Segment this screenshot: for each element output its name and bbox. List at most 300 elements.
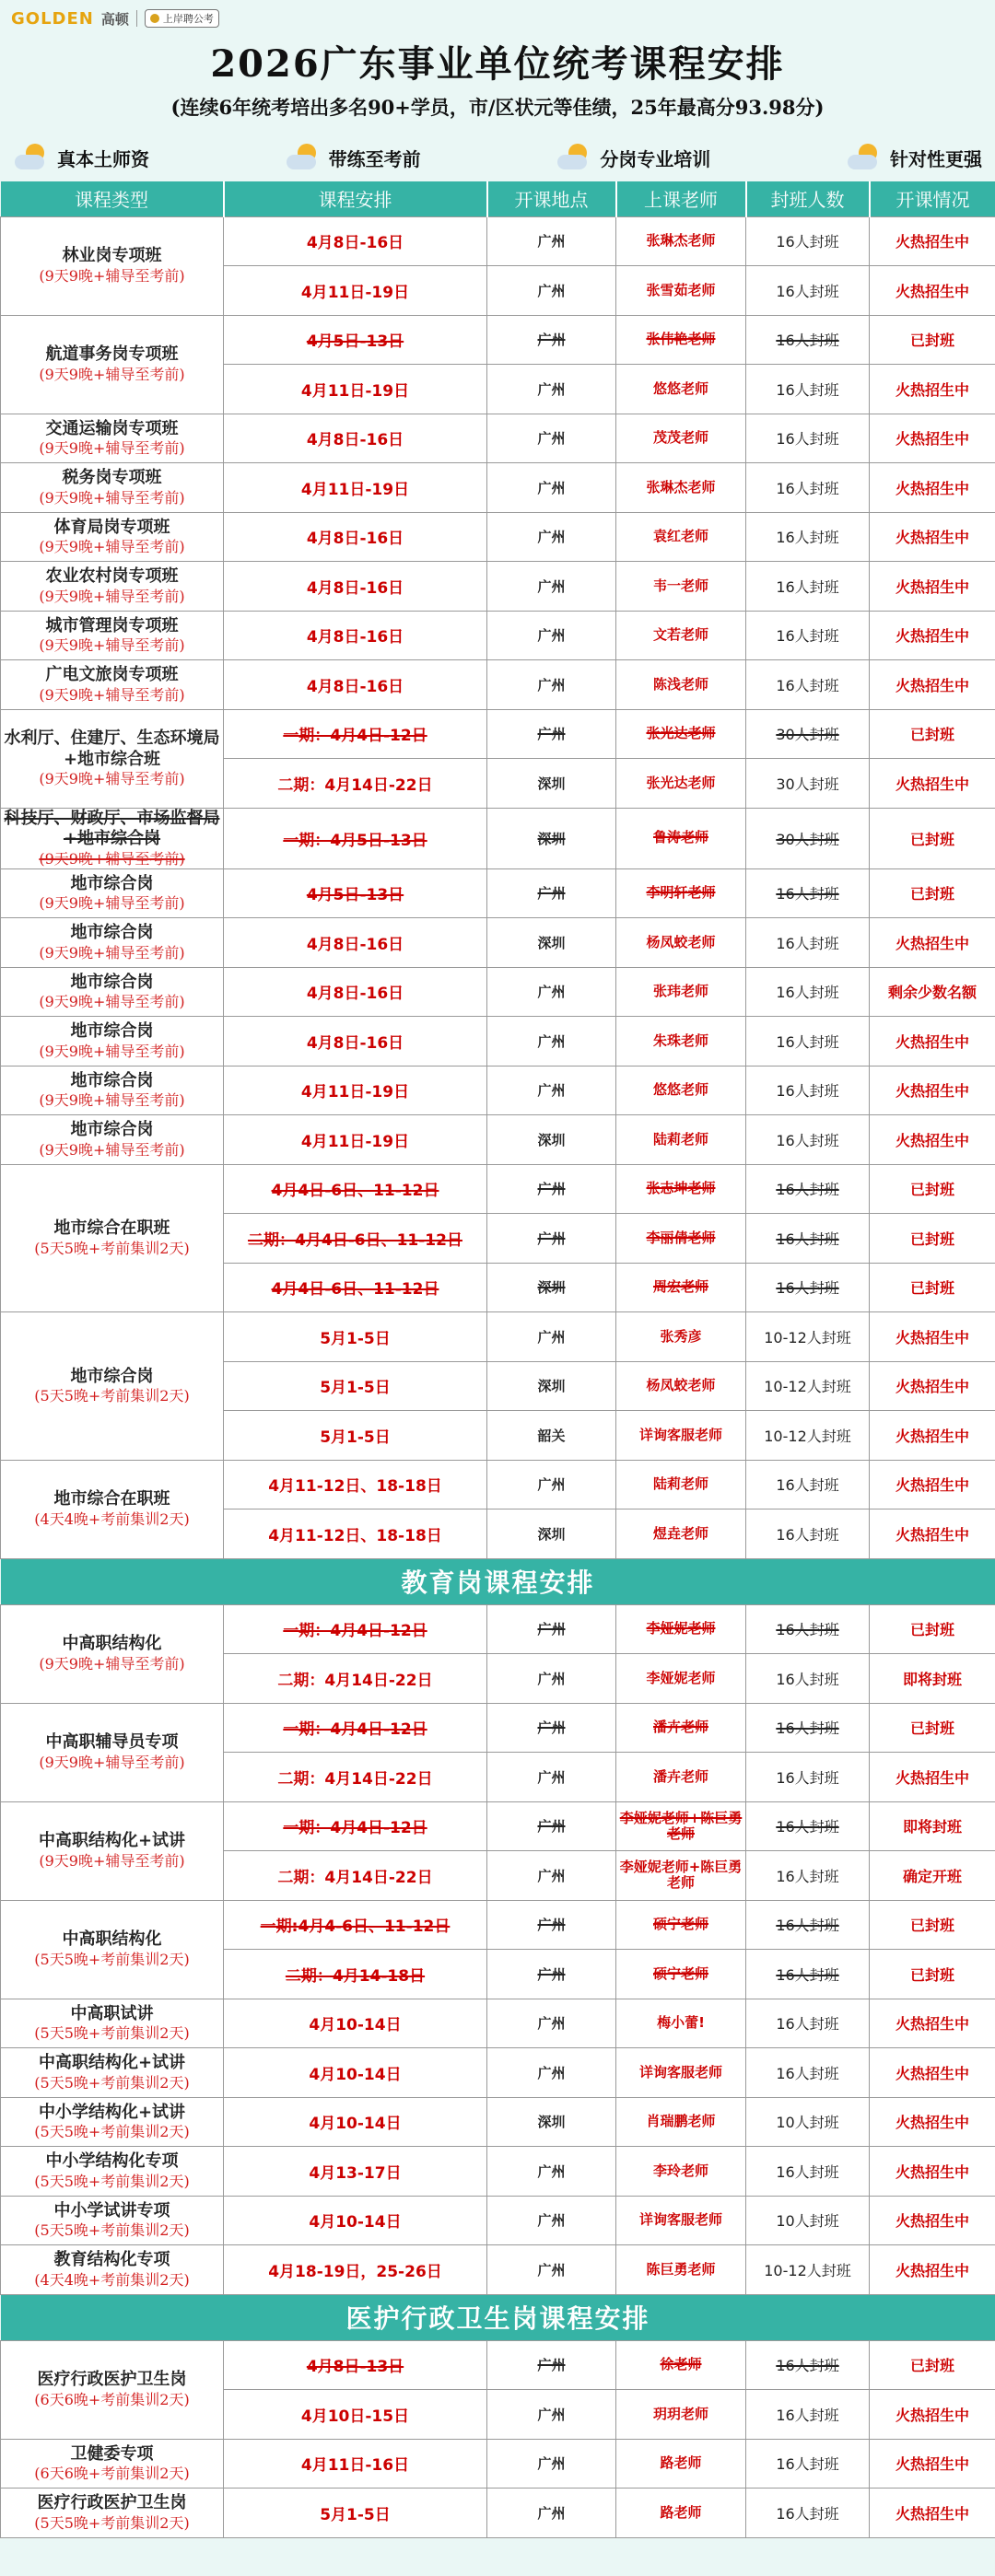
schedule-cell: 4月8日-16日 xyxy=(224,611,487,660)
location-cell: 广州 xyxy=(487,315,616,365)
schedule-cell: 4月10-14日 xyxy=(224,2097,487,2147)
teacher-cell: 李玲老师 xyxy=(616,2147,746,2197)
teacher-cell: 周宏老师 xyxy=(616,1263,746,1312)
table-row xyxy=(1,918,995,968)
feature-item xyxy=(556,144,710,171)
status-cell: 火热招生中 xyxy=(870,1999,995,2048)
table-row xyxy=(1,1703,995,1753)
course-name: 林业岗专项班 xyxy=(62,246,162,266)
course-type-cell xyxy=(1,1801,224,1900)
table-row xyxy=(1,463,995,513)
schedule-cell: 二期：4月14日-22日 xyxy=(224,1753,487,1802)
schedule-cell: 4月4日-6日、11-12日 xyxy=(224,1164,487,1214)
status-cell: 火热招生中 xyxy=(870,1411,995,1461)
teacher-cell: 潘卉老师 xyxy=(616,1753,746,1802)
location-cell: 广州 xyxy=(487,1312,616,1362)
class-size-cell: 16人封班 xyxy=(746,463,870,513)
location-cell: 广州 xyxy=(487,2489,616,2538)
teacher-cell: 李娅妮老师+陈巨勇老师 xyxy=(616,1851,746,1901)
feature-strip xyxy=(0,139,995,176)
class-size-cell: 16人封班 xyxy=(746,611,870,660)
course-name: 中高职辅导员专项 xyxy=(45,1732,179,1753)
course-name: 中高职试讲 xyxy=(70,2003,154,2023)
course-name: 地市综合岗 xyxy=(70,1120,154,1139)
teacher-cell: 徐老师 xyxy=(616,2340,746,2390)
table-row xyxy=(1,1164,995,1214)
course-type-cell xyxy=(1,2097,224,2147)
teacher-cell: 张光达老师 xyxy=(616,709,746,759)
schedule-cell: 4月8日-16日 xyxy=(224,562,487,612)
class-size-cell: 30人封班 xyxy=(746,709,870,759)
teacher-cell: 袁红老师 xyxy=(616,512,746,562)
teacher-cell: 详询客服老师 xyxy=(616,2196,746,2245)
course-type-cell xyxy=(1,1604,224,1703)
status-cell: 已封班 xyxy=(870,1164,995,1214)
course-name: 交通运输岗专项班 xyxy=(45,418,179,438)
teacher-cell: 张琳杰老师 xyxy=(616,216,746,266)
location-cell: 深圳 xyxy=(487,808,616,868)
status-cell: 火热招生中 xyxy=(870,611,995,660)
status-cell: 已封班 xyxy=(870,1214,995,1264)
teacher-cell: 文若老师 xyxy=(616,611,746,660)
status-cell: 确定开班 xyxy=(870,1851,995,1901)
schedule-cell: 4月8日-16日 xyxy=(224,512,487,562)
table-row xyxy=(1,611,995,660)
table-row xyxy=(1,2147,995,2197)
teacher-cell: 张玮老师 xyxy=(616,967,746,1017)
schedule-cell: 4月11日-19日 xyxy=(224,266,487,316)
class-size-cell: 16人封班 xyxy=(746,365,870,414)
location-cell: 广州 xyxy=(487,967,616,1017)
schedule-cell: 4月10-14日 xyxy=(224,2196,487,2245)
course-type-cell xyxy=(1,1460,224,1558)
location-cell: 深圳 xyxy=(487,759,616,809)
course-name: 医疗行政医护卫生岗 xyxy=(37,2493,187,2512)
schedule-cell: 4月11-12日、18-18日 xyxy=(224,1509,487,1559)
location-cell: 广州 xyxy=(487,216,616,266)
location-cell: 广州 xyxy=(487,463,616,513)
teacher-cell: 硕宁老师 xyxy=(616,1950,746,1999)
status-cell: 火热招生中 xyxy=(870,759,995,809)
course-format: (5天5晚+考前集训2天) xyxy=(34,2172,190,2190)
golden-logo-cn: 高顿 xyxy=(100,10,129,28)
schedule-cell: 4月11日-16日 xyxy=(224,2439,487,2489)
table-body xyxy=(1,216,995,2537)
course-format: (4天4晚+考前集训2天) xyxy=(34,2270,190,2289)
course-type-cell xyxy=(1,2439,224,2489)
location-cell: 广州 xyxy=(487,512,616,562)
class-size-cell: 30人封班 xyxy=(746,759,870,809)
location-cell: 广州 xyxy=(487,1950,616,1999)
location-cell: 广州 xyxy=(487,2245,616,2295)
location-cell: 广州 xyxy=(487,1066,616,1115)
course-name: 农业农村岗专项班 xyxy=(45,566,179,586)
class-size-cell: 16人封班 xyxy=(746,1801,870,1851)
schedule-cell: 4月10日-15日 xyxy=(224,2390,487,2440)
course-format: (9天9晚+辅导至考前) xyxy=(39,365,185,383)
course-format: (9天9晚+辅导至考前) xyxy=(39,943,185,962)
class-size-cell: 16人封班 xyxy=(746,1753,870,1802)
course-name: 中高职结构化+试讲 xyxy=(38,2053,186,2072)
course-type-cell xyxy=(1,1703,224,1801)
location-cell: 广州 xyxy=(487,1604,616,1654)
class-size-cell: 16人封班 xyxy=(746,1509,870,1559)
schedule-cell: 一期：4月4日-12日 xyxy=(224,1604,487,1654)
status-cell: 火热招生中 xyxy=(870,1017,995,1067)
course-name: 地市综合岗 xyxy=(70,923,154,942)
schedule-cell: 4月4日-6日、11-12日 xyxy=(224,1263,487,1312)
status-cell: 火热招生中 xyxy=(870,1753,995,1802)
class-size-cell: 30人封班 xyxy=(746,808,870,868)
course-format: (9天9晚+辅导至考前) xyxy=(39,770,185,787)
section-title: 医护行政卫生岗课程安排 xyxy=(1,2294,995,2340)
teacher-cell: 陆莉老师 xyxy=(616,1115,746,1165)
course-name: 地市综合岗 xyxy=(70,972,154,992)
course-format: (9天9晚+辅导至考前) xyxy=(39,1042,185,1060)
teacher-cell: 茂茂老师 xyxy=(616,414,746,463)
feature-item xyxy=(13,144,149,171)
schedule-cell: 二期：4月14日-22日 xyxy=(224,1851,487,1901)
class-size-cell: 16人封班 xyxy=(746,660,870,710)
course-name: 卫健委专项 xyxy=(70,2443,154,2464)
course-format: (5天5晚+考前集训2天) xyxy=(34,1387,190,1405)
status-cell: 即将封班 xyxy=(870,1801,995,1851)
header-class-size: 封班人数 xyxy=(746,181,870,216)
course-format: (9天9晚+辅导至考前) xyxy=(39,439,185,457)
feature-item xyxy=(285,144,421,171)
class-size-cell: 16人封班 xyxy=(746,2439,870,2489)
teacher-cell: 详询客服老师 xyxy=(616,2048,746,2098)
schedule-cell: 二期：4月14-18日 xyxy=(224,1950,487,1999)
class-size-cell: 16人封班 xyxy=(746,1950,870,1999)
teacher-cell: 详询客服老师 xyxy=(616,1411,746,1461)
feature-label: 带练至考前 xyxy=(328,147,421,170)
course-type-cell xyxy=(1,2489,224,2538)
class-size-cell: 10-12人封班 xyxy=(746,1361,870,1411)
course-type-cell xyxy=(1,660,224,710)
schedule-cell: 4月8日-16日 xyxy=(224,967,487,1017)
class-size-cell: 16人封班 xyxy=(746,266,870,316)
teacher-cell: 杨凤蛟老师 xyxy=(616,918,746,968)
course-name: 地市综合在职班 xyxy=(53,1489,170,1509)
course-name: 科技厅、财政厅、市场监督局+地市综合岗 xyxy=(4,808,220,848)
table-row xyxy=(1,868,995,918)
brand-bar xyxy=(0,0,995,37)
table-header-row xyxy=(1,181,995,216)
course-type-cell xyxy=(1,2048,224,2098)
logo-divider xyxy=(136,10,137,27)
section-title: 教育岗课程安排 xyxy=(1,1558,995,1604)
location-cell: 广州 xyxy=(487,1753,616,1802)
schedule-cell: 5月1-5日 xyxy=(224,1361,487,1411)
course-format: (5天5晚+考前集训2天) xyxy=(34,2024,190,2042)
class-size-cell: 16人封班 xyxy=(746,1460,870,1509)
header-schedule: 课程安排 xyxy=(224,181,487,216)
location-cell: 广州 xyxy=(487,1703,616,1753)
table-row xyxy=(1,1460,995,1509)
status-cell: 火热招生中 xyxy=(870,2097,995,2147)
schedule-cell: 4月8日-16日 xyxy=(224,216,487,266)
teacher-cell: 路老师 xyxy=(616,2489,746,2538)
class-size-cell: 16人封班 xyxy=(746,1115,870,1165)
class-size-cell: 16人封班 xyxy=(746,1999,870,2048)
location-cell: 深圳 xyxy=(487,1361,616,1411)
teacher-cell: 张雪茹老师 xyxy=(616,266,746,316)
location-cell: 广州 xyxy=(487,868,616,918)
teacher-cell: 李娅妮老师 xyxy=(616,1604,746,1654)
location-cell: 广州 xyxy=(487,365,616,414)
table-row xyxy=(1,1900,995,1950)
teacher-cell: 韦一老师 xyxy=(616,562,746,612)
status-cell: 火热招生中 xyxy=(870,2048,995,2098)
table-row xyxy=(1,1999,995,2048)
location-cell: 广州 xyxy=(487,414,616,463)
class-size-cell: 16人封班 xyxy=(746,1066,870,1115)
class-size-cell: 16人封班 xyxy=(746,2147,870,2197)
class-size-cell: 16人封班 xyxy=(746,216,870,266)
schedule-cell: 4月8日-16日 xyxy=(224,660,487,710)
status-cell: 火热招生中 xyxy=(870,2147,995,2197)
sun-cloud-icon xyxy=(846,144,883,171)
status-cell: 已封班 xyxy=(870,1900,995,1950)
status-cell: 已封班 xyxy=(870,1263,995,1312)
class-size-cell: 10人封班 xyxy=(746,2196,870,2245)
schedule-cell: 4月11日-19日 xyxy=(224,463,487,513)
table-row xyxy=(1,2245,995,2295)
status-cell: 已封班 xyxy=(870,1703,995,1753)
schedule-cell: 4月8日-16日 xyxy=(224,918,487,968)
class-size-cell: 10人封班 xyxy=(746,2097,870,2147)
teacher-cell: 硕宁老师 xyxy=(616,1900,746,1950)
course-format: (5天5晚+考前集训2天) xyxy=(34,2123,190,2140)
table-row xyxy=(1,1115,995,1165)
status-cell: 即将封班 xyxy=(870,1654,995,1704)
course-type-cell xyxy=(1,1164,224,1312)
table-row xyxy=(1,1066,995,1115)
location-cell: 广州 xyxy=(487,266,616,316)
class-size-cell: 16人封班 xyxy=(746,414,870,463)
course-type-cell xyxy=(1,414,224,463)
location-cell: 深圳 xyxy=(487,1263,616,1312)
status-cell: 火热招生中 xyxy=(870,1115,995,1165)
class-size-cell: 10-12人封班 xyxy=(746,1312,870,1362)
course-format: (9天9晚+辅导至考前) xyxy=(39,488,185,507)
table-row xyxy=(1,2048,995,2098)
class-size-cell: 16人封班 xyxy=(746,1164,870,1214)
course-type-cell xyxy=(1,1900,224,1999)
course-format: (9天9晚+辅导至考前) xyxy=(39,538,185,555)
class-size-cell: 16人封班 xyxy=(746,2390,870,2440)
schedule-cell: 4月13-17日 xyxy=(224,2147,487,2197)
class-size-cell: 16人封班 xyxy=(746,1263,870,1312)
status-cell: 已封班 xyxy=(870,315,995,365)
schedule-cell: 一期:4月4-6日、11-12日 xyxy=(224,1900,487,1950)
schedule-cell: 4月5日-13日 xyxy=(224,315,487,365)
course-format: (6天6晚+考前集训2天) xyxy=(34,2390,190,2408)
schedule-cell: 二期：4月4日-6日、11-12日 xyxy=(224,1214,487,1264)
teacher-cell: 李娅妮老师+陈巨勇老师 xyxy=(616,1801,746,1851)
table-row xyxy=(1,414,995,463)
feature-label: 分岗专业培训 xyxy=(600,147,711,170)
course-type-cell xyxy=(1,216,224,315)
class-size-cell: 16人封班 xyxy=(746,918,870,968)
status-cell: 已封班 xyxy=(870,868,995,918)
location-cell: 广州 xyxy=(487,2196,616,2245)
class-size-cell: 16人封班 xyxy=(746,967,870,1017)
status-cell: 已封班 xyxy=(870,1950,995,1999)
course-type-cell xyxy=(1,1999,224,2048)
schedule-cell: 4月18-19日，25-26日 xyxy=(224,2245,487,2295)
class-size-cell: 16人封班 xyxy=(746,562,870,612)
schedule-cell: 4月11日-19日 xyxy=(224,365,487,414)
location-cell: 广州 xyxy=(487,562,616,612)
location-cell: 广州 xyxy=(487,1214,616,1264)
course-name: 地市综合岗 xyxy=(70,1366,154,1386)
teacher-cell: 张秀彦 xyxy=(616,1312,746,1362)
table-row xyxy=(1,660,995,710)
teacher-cell: 梅小蕾! xyxy=(616,1999,746,2048)
feature-label: 针对性更强 xyxy=(889,147,982,170)
partner-logo-icon xyxy=(150,14,159,23)
class-size-cell: 16人封班 xyxy=(746,868,870,918)
course-format: (6天6晚+考前集训2天) xyxy=(34,2465,190,2482)
course-format: (4天4晚+考前集训2天) xyxy=(34,1509,190,1528)
location-cell: 深圳 xyxy=(487,1509,616,1559)
course-type-cell xyxy=(1,868,224,918)
location-cell: 广州 xyxy=(487,1017,616,1067)
schedule-table xyxy=(0,181,995,2538)
course-format: (9天9晚+辅导至考前) xyxy=(39,894,185,912)
course-name: 航道事务岗专项班 xyxy=(45,344,179,365)
location-cell: 深圳 xyxy=(487,918,616,968)
status-cell: 火热招生中 xyxy=(870,562,995,612)
status-cell: 已封班 xyxy=(870,1604,995,1654)
class-size-cell: 16人封班 xyxy=(746,315,870,365)
schedule-cell: 5月1-5日 xyxy=(224,1411,487,1461)
course-type-cell xyxy=(1,1066,224,1115)
status-cell: 已封班 xyxy=(870,2340,995,2390)
schedule-cell: 二期：4月14日-22日 xyxy=(224,1654,487,1704)
status-cell: 火热招生中 xyxy=(870,365,995,414)
table-row xyxy=(1,967,995,1017)
teacher-cell: 潘卉老师 xyxy=(616,1703,746,1753)
course-name: 中高职结构化 xyxy=(62,1929,162,1950)
status-cell: 火热招生中 xyxy=(870,2489,995,2538)
location-cell: 韶关 xyxy=(487,1411,616,1461)
course-type-cell xyxy=(1,709,224,808)
table-row xyxy=(1,315,995,365)
course-name: 地市综合岗 xyxy=(70,873,154,893)
course-format: (9天9晚+辅导至考前) xyxy=(39,1140,185,1159)
teacher-cell: 陈浅老师 xyxy=(616,660,746,710)
class-size-cell: 16人封班 xyxy=(746,1604,870,1654)
course-type-cell xyxy=(1,1115,224,1165)
feature-item xyxy=(846,144,982,171)
schedule-cell: 一期：4月4日-12日 xyxy=(224,709,487,759)
location-cell: 广州 xyxy=(487,2048,616,2098)
status-cell: 火热招生中 xyxy=(870,660,995,710)
status-cell: 火热招生中 xyxy=(870,1361,995,1411)
table-row xyxy=(1,216,995,266)
table-row xyxy=(1,512,995,562)
course-type-cell xyxy=(1,918,224,968)
course-type-cell xyxy=(1,512,224,562)
course-name: 中小学结构化专项 xyxy=(45,2151,179,2171)
course-format: (5天5晚+考前集训2天) xyxy=(34,2073,190,2092)
location-cell: 广州 xyxy=(487,1801,616,1851)
course-name: 中小学结构化+试讲 xyxy=(38,2102,186,2122)
status-cell: 已封班 xyxy=(870,808,995,868)
schedule-cell: 二期：4月14日-22日 xyxy=(224,759,487,809)
location-cell: 深圳 xyxy=(487,2097,616,2147)
teacher-cell: 路老师 xyxy=(616,2439,746,2489)
location-cell: 广州 xyxy=(487,611,616,660)
course-format: (9天9晚+辅导至考前) xyxy=(39,1091,185,1109)
location-cell: 广州 xyxy=(487,1851,616,1901)
table-row xyxy=(1,2439,995,2489)
teacher-cell: 张伟艳老师 xyxy=(616,315,746,365)
sun-cloud-icon xyxy=(13,144,50,171)
section-header-row xyxy=(1,1558,995,1604)
schedule-cell: 4月8日-13日 xyxy=(224,2340,487,2390)
course-name: 地市综合岗 xyxy=(70,1021,154,1041)
course-format: (5天5晚+考前集训2天) xyxy=(34,2513,190,2532)
location-cell: 广州 xyxy=(487,2390,616,2440)
course-name: 医疗行政医护卫生岗 xyxy=(37,2370,187,2390)
location-cell: 广州 xyxy=(487,1999,616,2048)
class-size-cell: 16人封班 xyxy=(746,2489,870,2538)
class-size-cell: 10-12人封班 xyxy=(746,1411,870,1461)
class-size-cell: 10-12人封班 xyxy=(746,2245,870,2295)
table-row xyxy=(1,2489,995,2538)
schedule-cell: 4月8日-16日 xyxy=(224,1017,487,1067)
course-name: 中高职结构化+试讲 xyxy=(38,1831,186,1851)
status-cell: 已封班 xyxy=(870,709,995,759)
schedule-cell: 一期：4月4日-12日 xyxy=(224,1703,487,1753)
status-cell: 火热招生中 xyxy=(870,2245,995,2295)
course-format: (9天9晚+辅导至考前) xyxy=(39,993,185,1010)
location-cell: 广州 xyxy=(487,1654,616,1704)
schedule-cell: 4月11日-19日 xyxy=(224,1066,487,1115)
course-type-cell xyxy=(1,2147,224,2197)
teacher-cell: 杨凤蛟老师 xyxy=(616,1361,746,1411)
partner-logo xyxy=(145,9,219,28)
course-type-cell xyxy=(1,1312,224,1461)
course-name: 教育结构化专项 xyxy=(53,2250,170,2269)
page-subtitle: (连续6年统考培出多名90+学员，市/区状元等佳绩，25年最高分93.98分) xyxy=(170,96,825,119)
schedule-cell: 4月8日-16日 xyxy=(224,414,487,463)
course-format: (9天9晚+辅导至考前) xyxy=(39,1654,185,1673)
golden-logo: GOLDEN xyxy=(11,8,94,29)
table-row xyxy=(1,1801,995,1851)
teacher-cell: 鲁涛老师 xyxy=(616,808,746,868)
class-size-cell: 16人封班 xyxy=(746,2048,870,2098)
status-cell: 火热招生中 xyxy=(870,463,995,513)
table-row xyxy=(1,2340,995,2390)
course-format: (9天9晚+辅导至考前) xyxy=(39,266,185,285)
class-size-cell: 16人封班 xyxy=(746,1214,870,1264)
class-size-cell: 16人封班 xyxy=(746,1900,870,1950)
teacher-cell: 朱珠老师 xyxy=(616,1017,746,1067)
location-cell: 深圳 xyxy=(487,1115,616,1165)
course-type-cell xyxy=(1,1017,224,1067)
status-cell: 火热招生中 xyxy=(870,512,995,562)
course-name: 地市综合岗 xyxy=(70,1070,154,1090)
location-cell: 广州 xyxy=(487,1900,616,1950)
course-name: 地市综合在职班 xyxy=(53,1218,170,1238)
schedule-cell: 4月5日-13日 xyxy=(224,868,487,918)
schedule-cell: 5月1-5日 xyxy=(224,1312,487,1362)
